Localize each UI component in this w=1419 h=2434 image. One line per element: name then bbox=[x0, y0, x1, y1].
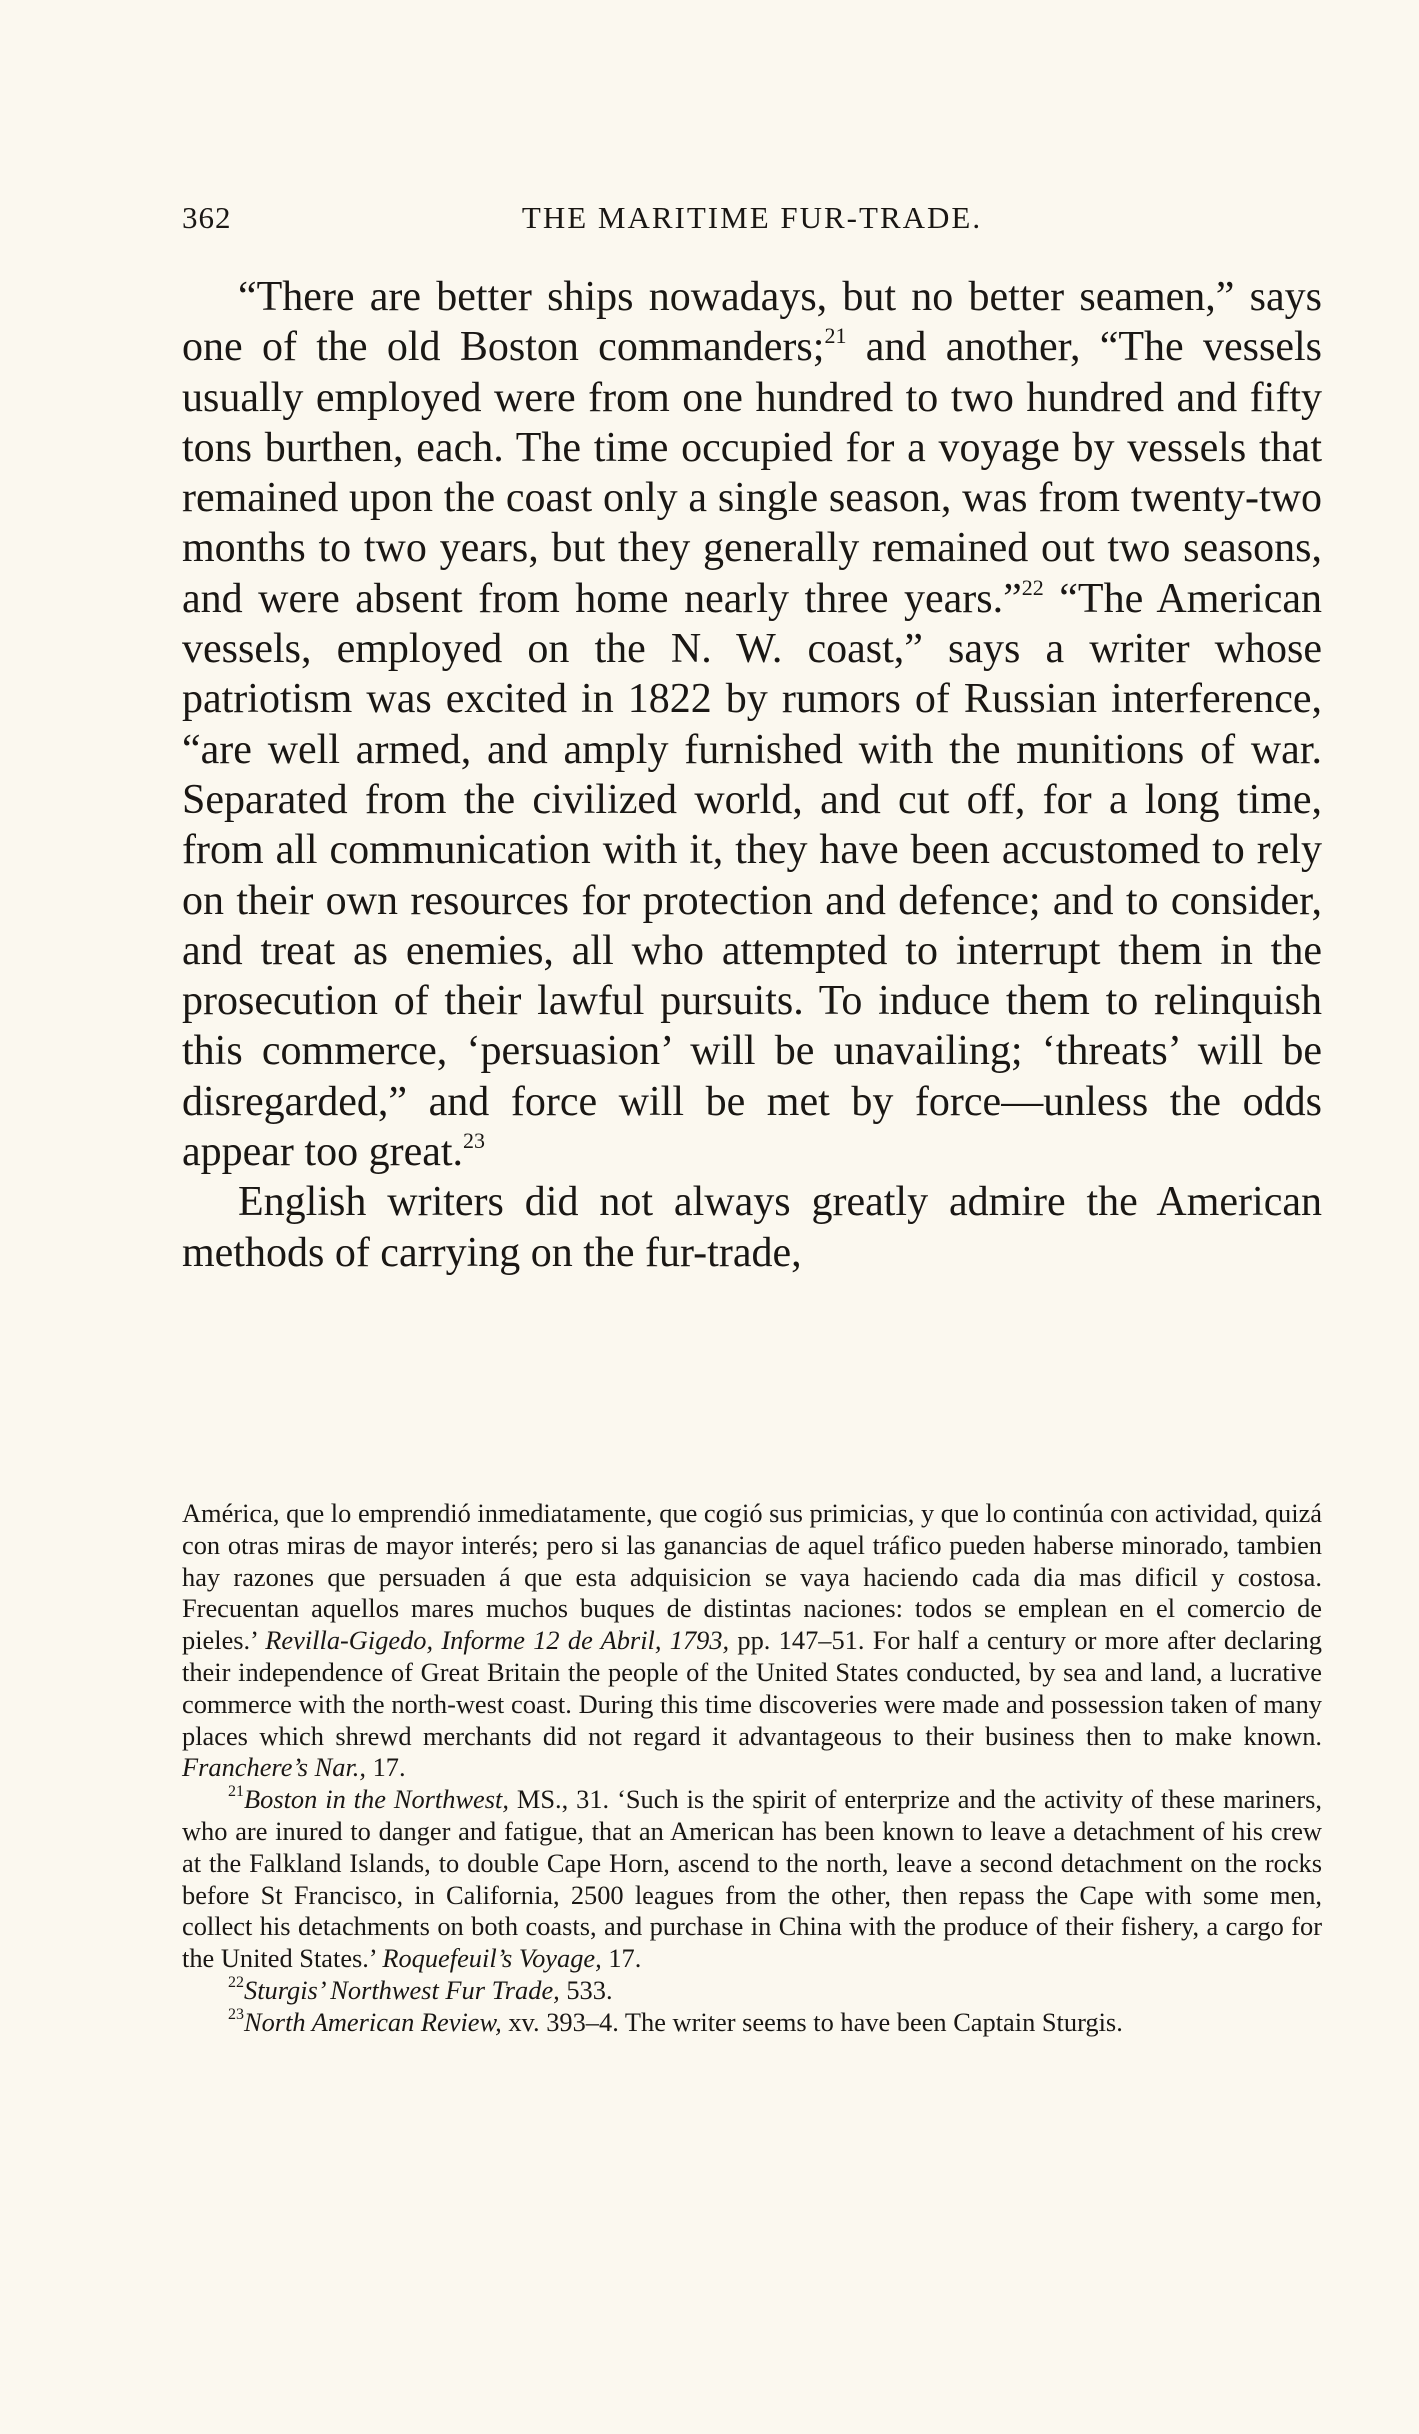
footnotes bbox=[182, 1498, 1322, 2039]
citation: Franchere’s Nar., bbox=[182, 1752, 366, 1783]
citation: Boston in the Northwest, bbox=[244, 1784, 509, 1815]
footnote-ref: 22 bbox=[1021, 574, 1044, 600]
page-header bbox=[182, 200, 1322, 244]
footnote-number: 22 bbox=[228, 1973, 244, 1991]
footnote-21: $^{21}$Boston in the Northwest, MS., 31. ‘Such is the spirit of enterprize and the activity of these mariners, who are inured to danger and fatigue, that an American has been known to leave a detachment of his crew at the Falkland Islands, to double Cape Horn, ascend to the north, leave a second detachment on the rocks before St Francisco, in California, 2500 leagues from the other, then repass the Cape with some men, collect his detachments on both coasts, and purchase in China with the produce of their fishery, a cargo for the United States.’ Roquefeuil’s Voyage, 17. bbox=[182, 1783, 1323, 1974]
citation: Revilla-Gigedo, Informe 12 de Abril, 1793, bbox=[265, 1625, 730, 1656]
main-text bbox=[182, 272, 1322, 1278]
citation: Sturgis’ Northwest Fur Trade, bbox=[244, 1974, 560, 2005]
footnote-23: $^{23}$North American Review, xv. 393–4. The writer seems to have been Captain Sturgis. bbox=[228, 2005, 1123, 2037]
footnote-ref: 21 bbox=[824, 323, 847, 349]
paragraph: English writers did not always greatly admire the American methods of carrying on the fur-trade, bbox=[182, 1179, 1322, 1276]
citation: Roquefeuil’s Voyage, bbox=[382, 1943, 602, 1974]
footnote-ref: 23 bbox=[463, 1128, 486, 1154]
footnote-continued: América, que lo emprendió inmediatamente, que cogió sus primicias, y que lo continúa con actividad, quizá con otras miras de mayor interés; pero si las ganancias de aquel tráfico pueden haberse minorado, tambien hay razones que persuaden á que esta adquisicion se vaya haciendo cada dia mas dificil y costosa. Frecuentan aquellos mares muchos buques de distintas naciones: todos se emplean en el comercio de pieles.’ Revilla-Gigedo, Informe 12 de Abril, 1793, pp. 147–51. For half a century or more after declaring their independence of Great Britain the people of the United States conducted, by sea and land, a lucrative commerce with the north-west coast. During this time discoveries were made and possession taken of many places which shrewd merchants did not regard it advantageous to their business then to make known. Franchere’s Nar., 17. bbox=[182, 1498, 1322, 1783]
footnote-number: 23 bbox=[228, 2005, 244, 2023]
citation: North American Review, bbox=[244, 2006, 502, 2037]
footnote-22: $^{22}$Sturgis’ Northwest Fur Trade, 533. bbox=[228, 1973, 613, 2005]
footnote-number: 21 bbox=[228, 1783, 244, 1801]
page-number: 362 bbox=[182, 200, 232, 235]
paragraph: “There are better ships nowadays, but no better seamen,” says one of the old Boston commanders;$^{21}$ and another, “The vessels usually employed were from one hundred to two hundred and fifty tons burthen, each. The time occupied for a voyage by vessels that remained upon the coast only a single season, was from twenty-two months to two years, but they generally remained out two seasons, and were absent from home nearly three years.”$^{22}$ “The American vessels, employed on the N. W. coast,” says a writer whose patriotism was excited in 1822 by rumors of Russian interference, “are well armed, and amply furnished with the munitions of war. Separated from the civilized world, and cut off, for a long time, from all communication with it, they have been accustomed to rely on their own resources for protection and defence; and to consider, and treat as enemies, all who attempted to interrupt them in the prosecution of their lawful pursuits. To induce them to relinquish this commerce, ‘persuasion’ will be unavailing; ‘threats’ will be disregarded,” and force will be met by force—unless the odds appear too great.$^{23}$ bbox=[182, 274, 1323, 1176]
running-title: THE MARITIME FUR-TRADE. bbox=[521, 200, 983, 235]
